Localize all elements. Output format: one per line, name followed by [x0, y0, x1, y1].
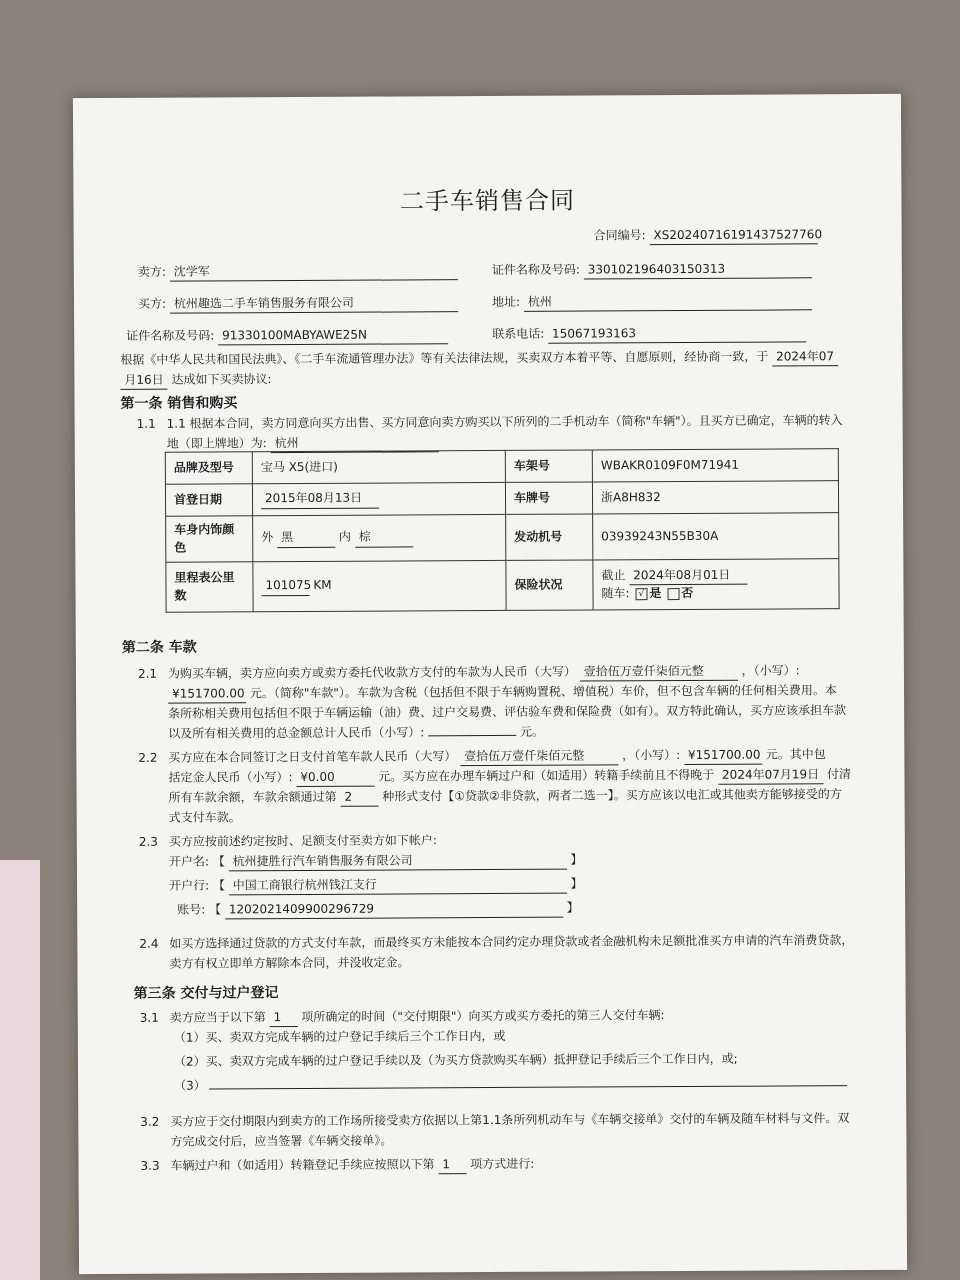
color-cell	[253, 514, 506, 561]
buyer-id-label: 证件名称及号码:	[126, 328, 215, 343]
table-row	[166, 513, 839, 563]
article-3-heading: 第三条 交付与过户登记	[133, 985, 279, 1002]
clause-3-1-line1	[170, 1007, 665, 1028]
insurance-with-car-label: 随车:	[601, 586, 630, 601]
clause-2-1-total-label: 以及所有相关费用的总金额总计人民币（小写）:	[168, 725, 425, 741]
clause-2-1-yuan: 元。	[519, 724, 545, 739]
clause-2-2-text-g: 种形式支付【①贷款②非贷款，两者二选一】。买方应该以电汇或其他卖方能够接受的方	[382, 787, 842, 804]
clause-3-3-text-b: 项方式进行:	[470, 1156, 535, 1172]
delivery-option-3	[174, 1074, 848, 1095]
buyer-name: 杭州趣选二手车销售服务有限公司	[170, 294, 458, 314]
intro-date-part2: 月16日	[120, 372, 167, 391]
account-name-row	[169, 852, 583, 873]
clause-1-1-num: 1.1	[136, 416, 156, 431]
buyer-address-row	[492, 292, 812, 312]
brand-label: 品牌及型号	[165, 452, 252, 484]
interior-color-label: 内	[338, 530, 351, 545]
payment-method: 2	[340, 789, 378, 808]
clause-2-2-text-d: 元。买方应在办理车辆过户和（如适用）转籍手续前且不得晚于	[378, 767, 715, 784]
intro-line-2	[120, 371, 271, 390]
engine-value: 03939243N55B30A	[593, 513, 839, 560]
table-row	[166, 559, 839, 613]
insurance-no-label: 否	[681, 585, 694, 600]
clause-3-1-text-a: 卖方应当于以下第	[169, 1010, 266, 1025]
buyer-label: 买方:	[137, 296, 167, 311]
clause-1-1-place-label: 地（即上牌地）为:	[166, 436, 267, 451]
plate-value: 浙A8H832	[592, 481, 838, 514]
buyer-id-value: 91330100MABYAWE25N	[218, 326, 448, 346]
article-2-heading: 第二条 车款	[121, 639, 197, 656]
price-in-words: 壹拾伍万壹仟柒佰元整	[580, 663, 738, 682]
color-label: 车身内饰颜色	[166, 516, 253, 562]
buyer-phone-value: 15067193163	[548, 324, 806, 344]
clause-2-2-line4: 式支付车款。	[168, 810, 241, 825]
delivery-option-1: （1）买、卖双方完成车辆的过户登记手续后三个工作日内，或	[173, 1028, 506, 1045]
vin-label: 车架号	[505, 450, 592, 482]
price-in-figures: ¥151700.00	[168, 685, 246, 704]
clause-2-3-line1: 买方应按前述约定按时、足额支付至卖方如下帐户:	[168, 833, 437, 849]
clause-2-2-line1	[168, 746, 825, 768]
clause-2-2-text-e: 付清	[826, 767, 851, 782]
insurance-date: 2024年08月01日	[629, 566, 747, 585]
article-1-heading: 第一条 销售和购买	[120, 395, 238, 412]
reg-date-value: 2015年08月13日	[261, 490, 379, 509]
bank-value: 中国工商银行杭州钱江支行	[229, 876, 567, 896]
insurance-until-label: 截止	[601, 567, 626, 583]
clause-3-1-text-b: 项所确定的时间（"交付期限"）向买方或买方委托的第三人交付车辆:	[301, 1008, 665, 1024]
buyer-row	[138, 294, 458, 314]
insurance-label: 保险状况	[506, 560, 593, 610]
bracket-right: 】	[566, 900, 579, 915]
mileage-label: 里程表公里数	[166, 562, 253, 612]
insurance-no-checkbox[interactable]	[667, 588, 679, 600]
reg-date-cell	[252, 482, 505, 515]
seller-row	[138, 262, 458, 282]
first-payment-words: 壹拾伍万壹仟柒佰元整	[460, 747, 618, 766]
clause-3-3-num: 3.3	[140, 1158, 160, 1173]
seller-name: 沈学军	[170, 262, 458, 282]
desk-background	[0, 860, 40, 1280]
mileage-cell	[253, 560, 506, 611]
buyer-phone-row	[492, 324, 806, 344]
balance-due-date: 2024年07月19日	[718, 766, 823, 785]
clause-2-2-line2	[168, 766, 851, 788]
transfer-option: 1	[438, 1156, 466, 1175]
bracket-right: 】	[570, 876, 583, 891]
account-number-row	[177, 900, 579, 920]
bank-row	[169, 876, 583, 897]
clause-3-2-line1: 买方应于交付期限内到卖方的工作场所接受卖方依据以上第1.1条所列机动车与《车辆交接单》交付的车辆及随车材料与文件。双	[170, 1111, 850, 1129]
buyer-address-value: 杭州	[524, 292, 812, 312]
insurance-until-row	[601, 566, 830, 586]
clause-2-1-text-b: ，（小写）:	[741, 663, 800, 678]
account-number-label: 账号:	[177, 902, 206, 917]
insurance-cell	[593, 559, 839, 610]
intro-text-2: 达成如下买卖协议:	[171, 372, 272, 387]
insurance-yes-checkbox[interactable]: √	[635, 588, 647, 600]
delivery-option: 1	[270, 1009, 298, 1028]
mileage-unit: KM	[313, 578, 332, 593]
clause-2-1-num: 2.1	[137, 666, 158, 681]
seller-id-label: 证件名称及号码:	[491, 262, 580, 277]
intro-text: 根据《中华人民共和国民法典》、《二手车流通管理办法》等有关法律法规，买卖双方本着平等、自愿原则，经协商一致，于	[120, 349, 769, 367]
clause-2-1-line2	[168, 682, 837, 704]
delivery-option-3-label: （3）	[174, 1078, 206, 1093]
reg-date-label: 首登日期	[165, 484, 252, 516]
contract-number	[593, 226, 823, 246]
table-row	[165, 449, 838, 485]
clause-3-2-line2: 方完成交付后，应当签署《车辆交接单》。	[170, 1133, 393, 1149]
clause-3-3-text-a: 车辆过户和（如适用）转籍登记手续应按照以下第	[170, 1157, 435, 1173]
clause-2-4-line1: 如买方选择通过贷款的方式支付车款，而最终买方未能按本合同约定办理贷款或者金融机构未足额批准买方申请的汽车消费贷款，	[169, 933, 854, 951]
deposit-label: 括定金人民币（小写）:	[168, 770, 293, 785]
seller-label: 卖方:	[137, 264, 166, 279]
registration-place: 杭州	[271, 434, 439, 453]
total-amount-blank	[428, 735, 516, 736]
table-row	[165, 481, 838, 517]
clause-2-1-line3: 条所称相关费用包括但不限于车辆运输（油）费、过户交易费、评估验车费和保险费（如有）。双方特此确认，买方应该承担车款	[168, 703, 847, 721]
buyer-id-row	[126, 326, 448, 346]
insurance-with-car-row	[601, 584, 830, 603]
insurance-yes-label: 是	[649, 586, 662, 601]
exterior-color-label: 外	[261, 530, 274, 545]
page-title: 二手车销售合同	[399, 186, 576, 216]
mileage-value: 101075	[261, 577, 309, 596]
clause-2-2-text-f: 所有车款余额，车款余额通过第	[168, 789, 337, 805]
intro-date-part1: 2024年07	[772, 348, 838, 367]
buyer-address-label: 地址:	[491, 294, 521, 309]
clause-3-3-line1	[170, 1156, 534, 1176]
interior-color-value: 棕	[355, 529, 413, 548]
intro-line-1	[120, 348, 838, 370]
clause-2-1-text-a: 为购买车辆，卖方应向卖方或卖方委托代收款方支付的车款为人民币（大写）	[167, 664, 576, 681]
clause-2-1-line1	[168, 662, 800, 684]
delivery-option-3-blank	[210, 1085, 848, 1089]
clause-2-3-num: 2.3	[138, 834, 158, 849]
clause-2-2-line3	[169, 786, 842, 808]
engine-label: 发动机号	[506, 514, 593, 560]
clause-2-2-num: 2.2	[138, 750, 158, 765]
clause-2-4-line2: 卖方有权立即单方解除本合同，并没收定金。	[169, 955, 410, 971]
buyer-phone-label: 联系电话:	[492, 326, 545, 341]
clause-1-1-text: 1.1 根据本合同，卖方同意向买方出售、买方同意向卖方购买以下所列的二手机动车（简称"车辆"）。且买方已确定，车辆的转入	[166, 413, 843, 431]
bracket-left: 【	[209, 902, 222, 917]
clause-2-1-text-c: 元。（简称"车款"）。车款为含税（包括但不限于车辆购置税、增值税）车价，但不包含车辆的任何相关费用。本	[249, 683, 837, 701]
vin-value: WBAKR0109F0M71941	[592, 449, 838, 482]
contract-number-value: XS20240716191437527760	[649, 226, 817, 245]
clause-2-2-text-a: 买方应在本合同签订之日支付首笔车款人民币（大写）	[168, 749, 457, 765]
clause-2-2-text-c: 元。其中包	[765, 747, 826, 762]
seller-id-row	[492, 260, 812, 280]
contract-number-label: 合同编号:	[593, 228, 646, 243]
bracket-right: 】	[570, 852, 583, 867]
bank-label: 开户行:	[169, 878, 210, 893]
clause-2-2-text-b: ，（小写）:	[622, 748, 681, 763]
clause-2-4-num: 2.4	[139, 936, 159, 951]
account-name-label: 开户名:	[168, 854, 210, 869]
account-number-value: 1202021409900296729	[225, 900, 563, 920]
clause-3-1-num: 3.1	[139, 1010, 159, 1025]
contract-page	[73, 94, 907, 1274]
brand-value: 宝马 X5(进口)	[252, 450, 505, 483]
vehicle-info-table	[165, 448, 840, 613]
bracket-left: 【	[212, 878, 225, 893]
deposit-value: ¥0.00	[296, 769, 374, 788]
plate-label: 车牌号	[505, 482, 592, 514]
account-name-value: 杭州捷胜行汽车销售服务有限公司	[229, 852, 567, 872]
first-payment-figures: ¥151700.00	[684, 747, 762, 766]
bracket-left: 【	[212, 854, 225, 869]
exterior-color-value: 黑	[277, 529, 335, 548]
seller-id-value: 330102196403150313	[584, 260, 812, 280]
clause-2-1-line4	[168, 724, 544, 743]
delivery-option-2: （2）买、卖双方完成车辆的过户登记手续以及（为买方贷款购买车辆）抵押登记手续后三个工作日内，或;	[173, 1051, 738, 1069]
clause-3-2-num: 3.2	[140, 1114, 160, 1129]
